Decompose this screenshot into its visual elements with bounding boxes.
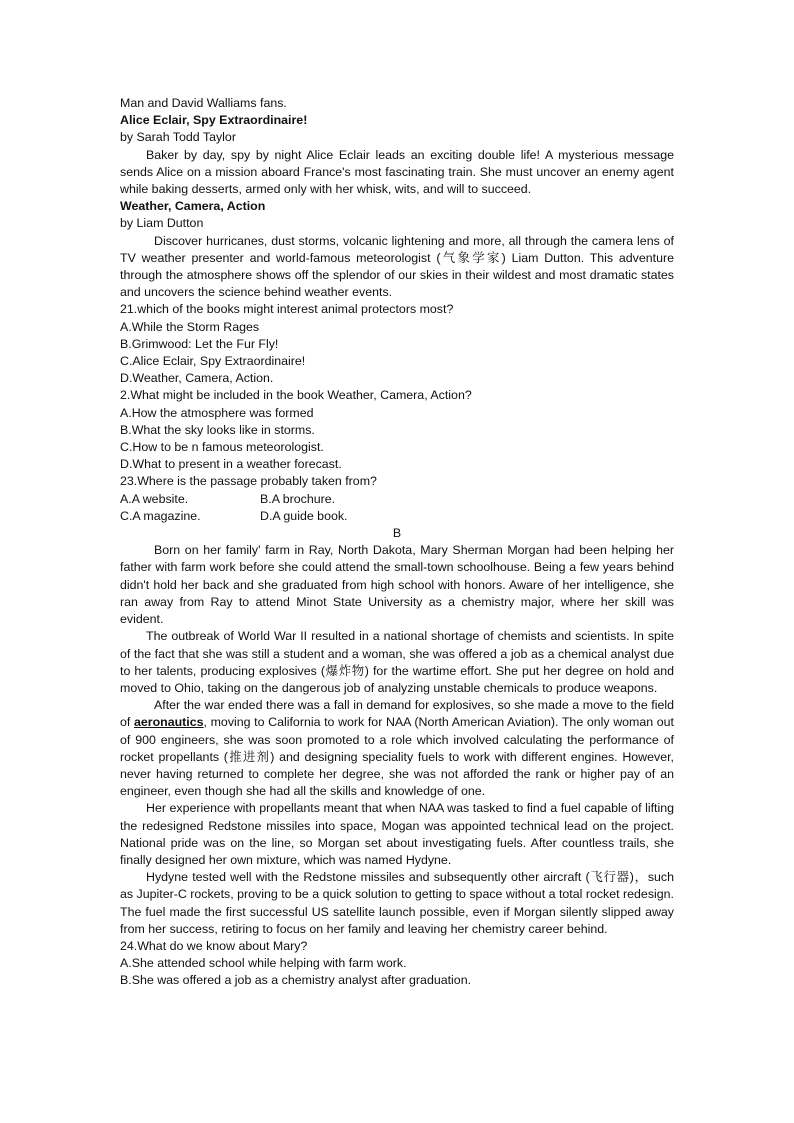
passage-b-paragraph-3 xyxy=(120,697,674,800)
question-23-option-d: D.A guide book. xyxy=(260,508,348,523)
passage-b-paragraph-5: Hydyne tested well with the Redstone missiles and subsequently other aircraft (飞行器)，such as Jupiter-C rockets, proving to be a quick solution to getting to space without a total rocket redesign. The fuel made the first successful US satellite launch possible, even if Morgan silently slipped away from her success, retiring to focus on her family and leaving her chemistry career behind. xyxy=(120,870,674,936)
question-23-stem: 23.Where is the passage probably taken from? xyxy=(120,474,377,489)
book-author-alice-eclair: by Sarah Todd Taylor xyxy=(120,130,236,145)
book-description-alice-eclair: Baker by day, spy by night Alice Eclair leads an exciting double life! A mysterious message sends Alice on a mission aboard France's most fascinating train. She must uncover an enemy agent while baking desserts, armed only with her whisk, wits, and will to succeed. xyxy=(120,147,674,197)
book-title-alice-eclair: Alice Eclair, Spy Extraordinaire! xyxy=(120,113,308,128)
question-23-options-row-1 xyxy=(120,491,674,508)
document-page xyxy=(120,95,674,990)
question-22-option-b: B.What the sky looks like in storms. xyxy=(120,422,315,437)
book-description-weather-camera-action: Discover hurricanes, dust storms, volcanic lightening and more, all through the camera lens of TV weather presenter and world-famous meteorologist (气象学家) Liam Dutton. This adventure through the atmosphere shows off the splendor of our skies in their wildest and most dramatic states and uncovers the science behind weather events. xyxy=(120,233,674,300)
passage-b-paragraph-1: Born on her family' farm in Ray, North Dakota, Mary Sherman Morgan had been helping her father with farm work before she could attend the small-town schoolhouse. Being a few years behind didn't hold her back and she graduated from high school with honors. Aware of her intelligence, she ran away from Ray to attend Minot State University as a chemistry major, where her skill was evident. xyxy=(120,543,674,627)
question-23-options-row-2 xyxy=(120,508,674,525)
passage-b-paragraph-3-end: , moving to California to work for NAA (North American Aviation). The only woman out of 900 engineers, she was soon promoted to a role which involved calculating the performance of rocket propellants (推进剂) and designing speciality fuels to work with different engines. However, never having returned to complete her degree, she was not afforded the rank or higher pay of an engineer, even though she had all the skills and knowledge of one. xyxy=(120,715,674,799)
question-23-option-b: B.A brochure. xyxy=(260,491,336,506)
question-21-option-c: C.Alice Eclair, Spy Extraordinaire! xyxy=(120,354,306,369)
question-24-stem: 24.What do we know about Mary? xyxy=(120,938,308,953)
passage-b-paragraph-3-start: After the war ended there was a fall in demand for explosives, so she made a move to the field of xyxy=(120,698,674,730)
underlined-word-aeronautics: aeronautics xyxy=(133,715,204,730)
question-23-option-c: C.A magazine. xyxy=(120,508,201,523)
question-21-option-a: A.While the Storm Rages xyxy=(120,319,260,334)
question-21-option-b: B.Grimwood: Let the Fur Fly! xyxy=(120,336,279,351)
question-24-option-b: B.She was offered a job as a chemistry analyst after graduation. xyxy=(120,973,472,988)
question-24-option-a: A.She attended school while helping with farm work. xyxy=(120,956,407,971)
section-b-label: B xyxy=(392,526,402,541)
header-line: Man and David Walliams fans. xyxy=(120,96,287,110)
question-22-option-d: D.What to present in a weather forecast. xyxy=(120,457,342,472)
question-21-option-d: D.Weather, Camera, Action. xyxy=(120,371,274,386)
book-author-weather-camera-action: by Liam Dutton xyxy=(120,216,204,231)
passage-b-paragraph-4: Her experience with propellants meant that when NAA was tasked to find a fuel capable of lifting the redesigned Redstone missiles into space, Mogan was appointed technical lead on the project. National pride was on the line, so Morgan set about investigating fuels. After countless trails, she finally designed her own mixture, which was named Hydyne. xyxy=(120,801,674,867)
question-21-stem: 21.which of the books might interest animal protectors most? xyxy=(120,302,454,317)
question-22-option-a: A.How the atmosphere was formed xyxy=(120,405,314,420)
question-23-option-a: A.A website. xyxy=(120,491,189,506)
question-22-stem: 2.What might be included in the book Weather, Camera, Action? xyxy=(120,388,472,403)
book-title-weather-camera-action: Weather, Camera, Action xyxy=(120,199,266,214)
question-22-option-c: C.How to be n famous meteorologist. xyxy=(120,440,324,455)
passage-b-paragraph-2: The outbreak of World War II resulted in a national shortage of chemists and scientists. In spite of the fact that she was still a student and a woman, she was offered a job as a chemical analyst due to her talents, producing explosives (爆炸物) for the wartime effort. She put her degree on hold and moved to Ohio, taking on the dangerous job of analyzing unstable chemicals to produce weapons. xyxy=(120,629,674,695)
